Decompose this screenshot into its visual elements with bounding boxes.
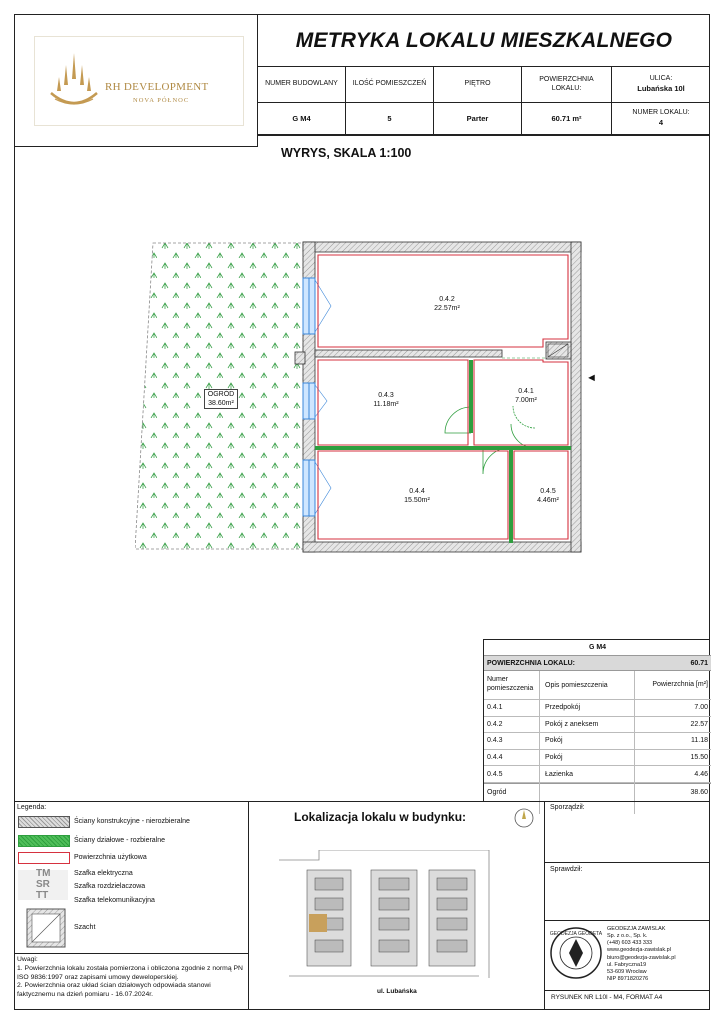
legend-distribution-text: Szafka rozdzielaczowa: [74, 883, 146, 890]
room-area: 11.18m²: [373, 401, 399, 409]
room-label: [509, 387, 543, 405]
table-header-row: [484, 671, 711, 700]
table-cell-number: 0.4.3: [487, 737, 503, 745]
notes-title: Uwagi:: [17, 956, 38, 963]
table-garden-label: Ogród: [487, 789, 507, 796]
label-area: [522, 67, 612, 103]
windows: [303, 278, 315, 516]
checked-divider: [545, 920, 710, 921]
legend-swatch-usable: [18, 852, 70, 864]
table-cell-number: 0.4.2: [487, 720, 503, 728]
room-id: 0.4.3: [378, 392, 394, 399]
value-area: 60.71 m²: [522, 103, 612, 135]
value-unit-no: 4: [658, 118, 664, 128]
legend-shaft-text: Szacht: [74, 924, 96, 931]
legend-electric-text: Szafka elektryczna: [74, 870, 133, 877]
window-swings: [315, 280, 331, 514]
garden-label-area: 38.60m²: [208, 400, 234, 408]
legend-title: Legenda:: [17, 804, 47, 811]
room-label: [400, 487, 434, 505]
company-line-6: ul. Fabryczna19: [607, 961, 647, 968]
table-cell-desc: Pokój: [545, 737, 563, 745]
room-id: 0.4.5: [540, 488, 556, 495]
room-label: [430, 295, 464, 313]
room-area: 22.57m²: [434, 305, 460, 313]
label-building-no-text: NUMER BUDOWLANY: [265, 80, 338, 88]
table-unit: G M4: [588, 644, 607, 651]
table-garden-row: [484, 783, 711, 801]
table-col-number: Numer pomieszczenia: [487, 676, 534, 692]
value-floor: Parter: [434, 103, 522, 135]
location-heading: Lokalizacja lokalu w budynku:: [294, 810, 467, 824]
company-line-1: GEODEZJA ZAWISLAK: [607, 926, 666, 932]
room-id: 0.4.2: [439, 296, 455, 303]
table-total-row: [484, 656, 711, 671]
company-line-5: biuro@geodezja-zawislak.pl: [607, 954, 676, 961]
building-site-plan: [279, 850, 499, 978]
label-building-no: [258, 67, 346, 103]
notes-item-2: 2. Powierzchnia oraz układ ścian działowych odpowiada stanowi faktycznemu na dzień pomiaru - 16.07.2024r.: [17, 982, 211, 999]
table-garden-value: 38.60: [690, 789, 708, 796]
symbol-tt: TT: [36, 890, 49, 901]
shaft-symbol-icon: [26, 908, 66, 948]
room-id: 0.4.1: [518, 388, 534, 395]
table-cell-area: 7.00: [694, 704, 708, 712]
table-cell-number: 0.4.1: [487, 704, 503, 712]
notes: [14, 953, 249, 1010]
value-building-no: G M4: [258, 103, 346, 135]
company-line-2: Sp. z o.o., Sp. k.: [607, 933, 648, 940]
legend-swatch-structural: [18, 816, 70, 828]
unit-no-cell: [612, 103, 710, 135]
label-area-line1: POWIERZCHNIA: [539, 75, 594, 83]
header-divider: [258, 135, 710, 136]
document-title: METRYKA LOKALU MIESZKALNEGO: [258, 14, 710, 67]
table-row: [484, 750, 711, 767]
label-room-count: [346, 67, 434, 103]
label-area-line2: LOKALU:: [551, 84, 582, 92]
legend-usable-text: Powierzchnia użytkowa: [74, 854, 147, 861]
unit-location-marker: [309, 914, 327, 932]
label-street: ULICA:: [649, 75, 673, 83]
stamp-panel: [545, 801, 710, 1010]
company-details: [607, 926, 676, 983]
table-row: [484, 717, 711, 734]
company-line-8: NIP 8971820276: [607, 975, 649, 982]
table-cell-desc: Przedpokój: [545, 704, 581, 712]
compass-icon: [513, 807, 535, 829]
table-cell-number: 0.4.5: [487, 770, 503, 778]
table-row: [484, 766, 711, 783]
table-cell-area: 22.57: [690, 720, 708, 728]
logo-frame: [34, 36, 244, 126]
logo-subtitle: NOVA PÓŁNOC: [133, 97, 190, 104]
prepared-divider: [545, 862, 710, 863]
table-unit-row: [484, 640, 711, 656]
logo-area: [14, 14, 258, 147]
prepared-label: Sporządził:: [550, 804, 585, 811]
entrance-arrow-icon: ◄: [586, 372, 597, 384]
drawing-divider: [545, 990, 710, 991]
table-row: [484, 700, 711, 717]
garden-label: [204, 389, 238, 409]
legend-cabinet-codes: [36, 868, 50, 901]
logo-emblem-icon: [45, 51, 103, 113]
location-panel: [249, 801, 545, 1010]
plan-heading: WYRYS, SKALA 1:100: [281, 146, 412, 160]
notes-item-1: 1. Powierzchnia lokalu została pomierzona i obliczona zgodnie z normą PN ISO 9836:1997 oraz zapisami umowy deweloperskiej.: [17, 964, 243, 981]
company-line-3: (+48) 603 433 333: [607, 940, 653, 947]
table-divider-2: [634, 671, 635, 814]
seal-text: GEODEZJA GEODETA: [549, 931, 603, 937]
room-area: 7.00m²: [515, 397, 537, 405]
table-col-area: Powierzchnia [m²]: [652, 680, 708, 688]
company-seal-icon: [549, 926, 603, 980]
value-room-count: 5: [346, 103, 434, 135]
table-total-label: POWIERZCHNIA LOKALU:: [487, 659, 576, 667]
room-label: [369, 391, 403, 409]
table-cell-area: 15.50: [690, 754, 708, 762]
table-col-desc: Opis pomieszczenia: [545, 681, 608, 689]
company-line-7: 53-609 Wrocław: [607, 968, 647, 975]
room-label: [531, 487, 565, 505]
label-floor: [434, 67, 522, 103]
logo-brand: RH DEVELOPMENT: [105, 81, 209, 93]
table-row: [484, 733, 711, 750]
label-unit-no: NUMER LOKALU:: [632, 109, 690, 117]
legend: [14, 801, 249, 953]
table-cell-desc: Pokój z aneksem: [545, 720, 599, 728]
value-street: Lubańska 10l: [637, 84, 685, 94]
door-swings: [445, 406, 535, 474]
legend-telecom-text: Szafka telekomunikacyjna: [74, 897, 155, 904]
room-id: 0.4.4: [409, 488, 425, 495]
table-cell-desc: Pokój: [545, 754, 563, 762]
symbol-tm: TM: [36, 868, 51, 879]
table-cell-number: 0.4.4: [487, 754, 503, 762]
label-floor-text: PIĘTRO: [464, 80, 491, 88]
label-room-count-text: ILOŚĆ POMIESZCZEŃ: [352, 80, 427, 88]
legend-swatch-partition: [18, 835, 70, 847]
symbol-sr: SR: [36, 879, 50, 890]
table-cell-area: 11.18: [691, 737, 708, 745]
table-cell-desc: Łazienka: [545, 770, 574, 778]
company-line-4: www.geodezja-zawislak.pl: [607, 947, 671, 954]
drawing-number: RYSUNEK NR L10l - M4, FORMAT A4: [551, 994, 663, 1001]
legend-partition-text: Ściany działowe - rozbieralne: [74, 837, 166, 844]
table-divider-1: [539, 671, 540, 814]
checked-label: Sprawdził:: [550, 866, 583, 873]
area-table: [483, 639, 710, 801]
table-cell-area: 4.46: [694, 770, 708, 778]
table-total-value: 60.71: [690, 659, 708, 667]
room-area: 15.50m²: [404, 497, 430, 505]
legend-structural-text: Ściany konstrukcyjne - nierozbieralne: [74, 818, 190, 825]
street-cell: [612, 67, 710, 103]
location-street: ul. Lubańska: [377, 988, 417, 995]
garden-label-name: OGRÓD: [207, 391, 235, 398]
room-area: 4.46m²: [537, 497, 559, 505]
